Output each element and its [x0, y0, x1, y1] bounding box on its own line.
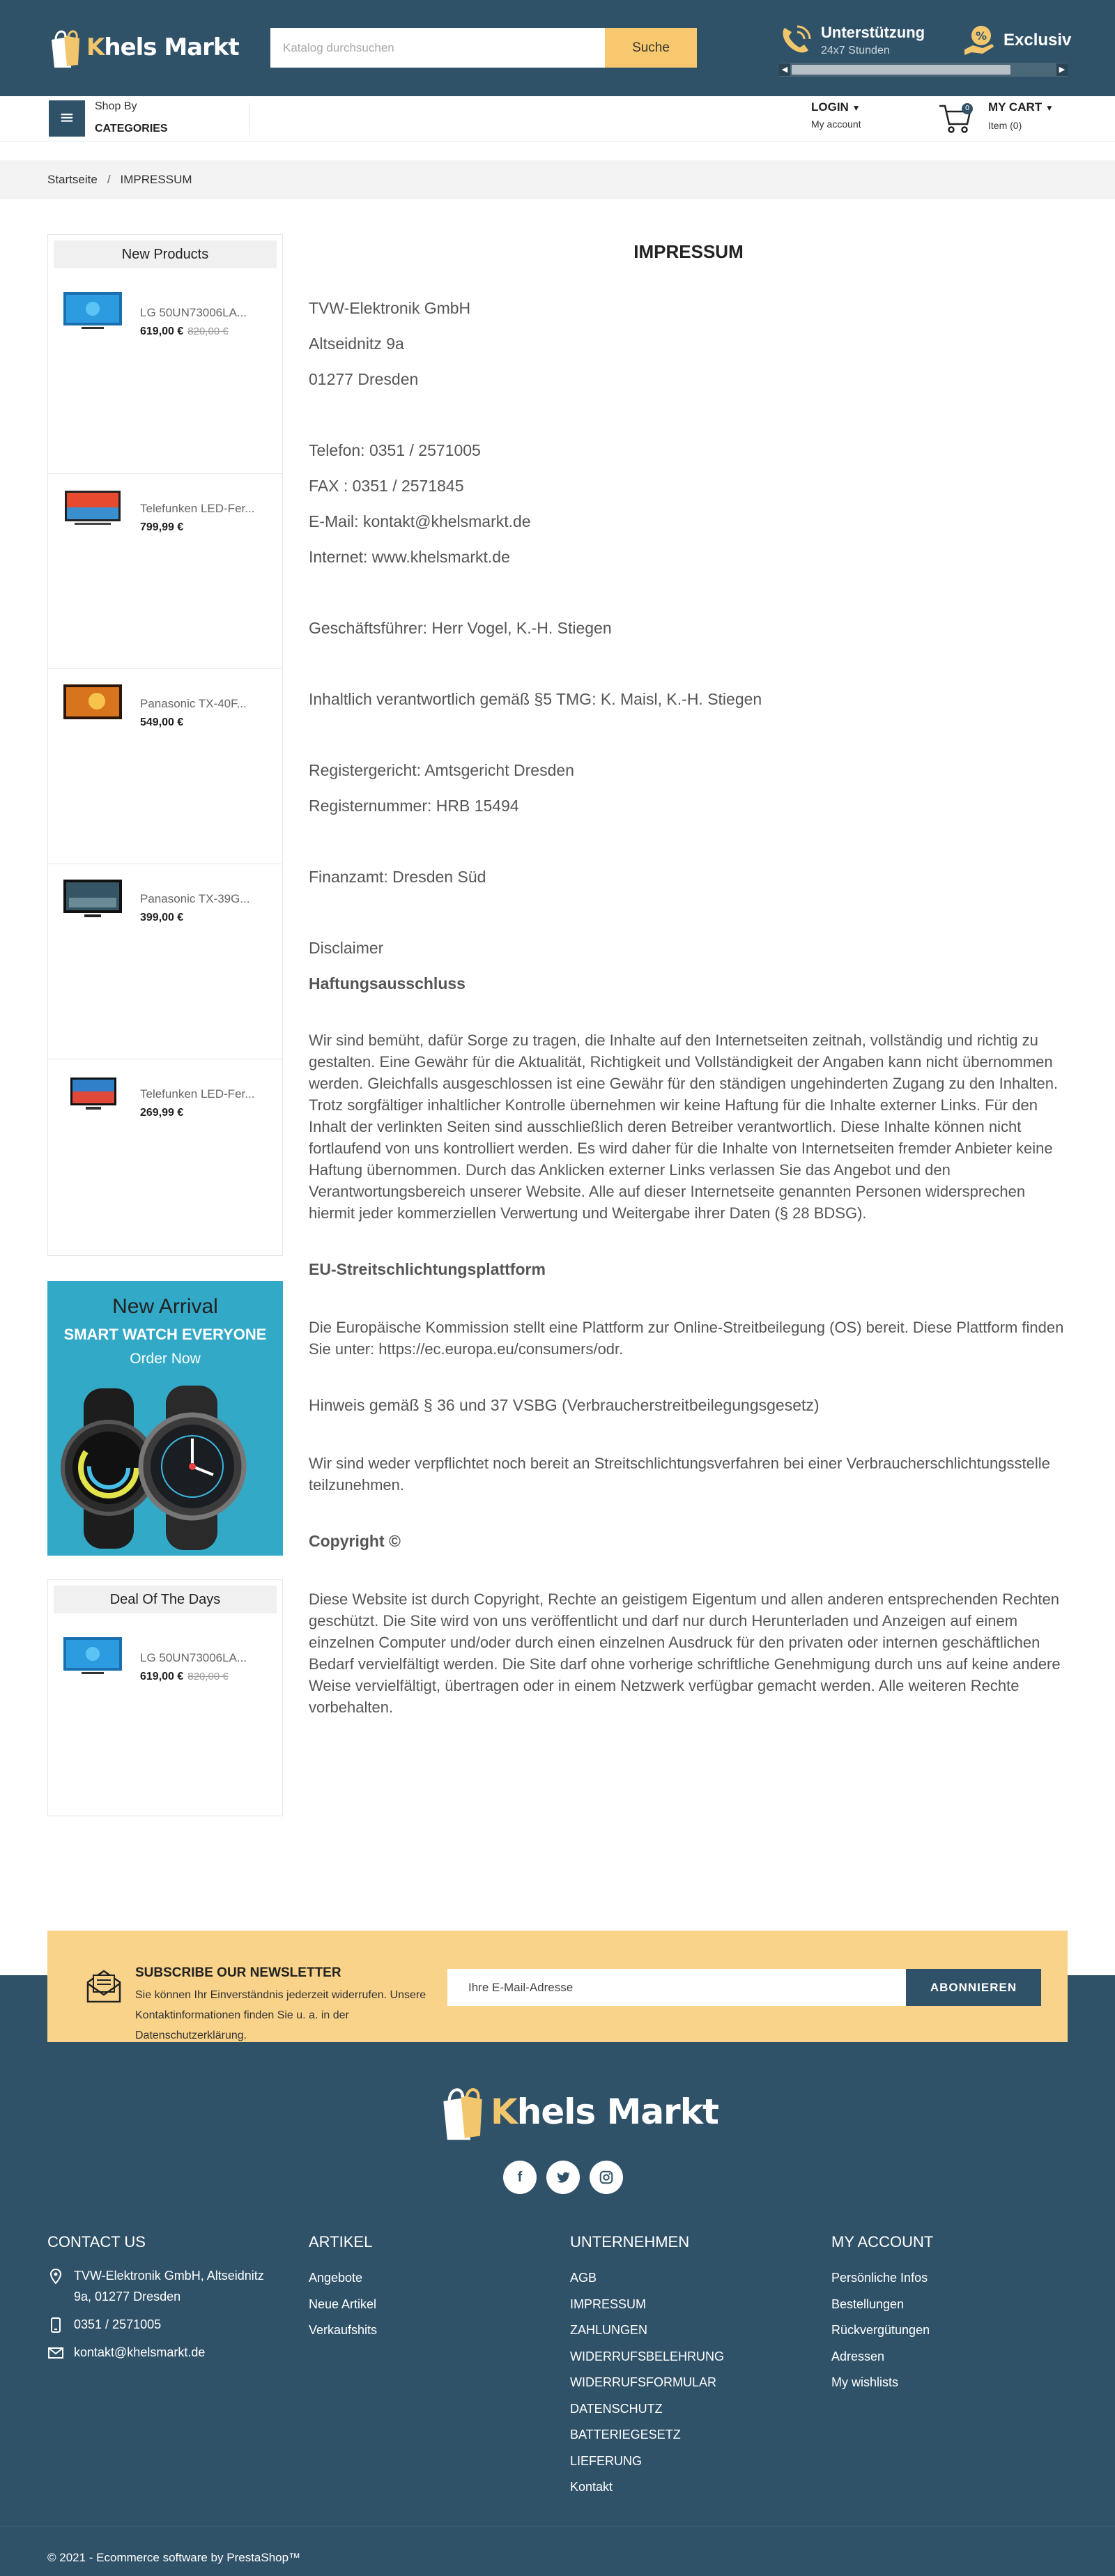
product-name[interactable]: Panasonic TX-40F...	[140, 697, 247, 710]
scroll-left-arrow-icon[interactable]: ◀	[779, 63, 790, 76]
product-image[interactable]	[61, 682, 125, 725]
my-account-label: My account	[811, 118, 861, 130]
phone-number: Telefon: 0351 / 2571005	[309, 441, 481, 459]
shopping-bag-logo-icon	[47, 24, 84, 70]
promo-scrollbar[interactable]	[779, 63, 1068, 77]
footer-link[interactable]: LIEFERUNG	[570, 2453, 643, 2468]
support-title: Unterstützung	[821, 24, 925, 41]
product-name[interactable]: LG 50UN73006LA...	[140, 1651, 247, 1664]
footer-link[interactable]: AGB	[570, 2271, 597, 2285]
ceo-info: Geschäftsführer: Herr Vogel, K.-H. Stiegen	[309, 619, 612, 637]
product-card[interactable]	[48, 668, 282, 864]
footer-divider	[0, 2526, 1115, 2527]
svg-text:%: %	[975, 29, 987, 43]
footer-logo[interactable]	[438, 2077, 718, 2147]
footer-unternehmen-column	[570, 2233, 724, 2501]
email-address: E-Mail: kontakt@khelsmarkt.de	[309, 512, 531, 530]
cart-dropdown[interactable]	[938, 99, 1077, 138]
search-button[interactable]: Suche	[605, 28, 697, 68]
envelope-icon	[47, 2345, 64, 2361]
fax-number: FAX : 0351 / 2571845	[309, 477, 464, 495]
footer-link[interactable]: Angebote	[309, 2271, 363, 2285]
cart-count-badge: 0	[962, 103, 973, 114]
shop-by-label: Shop By	[95, 100, 137, 112]
scroll-right-arrow-icon[interactable]: ▶	[1056, 63, 1068, 76]
logo-text: Khels Markt	[86, 33, 239, 61]
product-name[interactable]: LG 50UN73006LA...	[140, 306, 247, 319]
newsletter-title: SUBSCRIBE OUR NEWSLETTER	[135, 1965, 341, 1980]
newsletter-section	[47, 1931, 1068, 2042]
product-name[interactable]: Panasonic TX-39G...	[140, 892, 250, 905]
footer-link[interactable]: Kontakt	[570, 2480, 613, 2494]
caret-down-icon: ▼	[1045, 103, 1054, 113]
website-address: Internet: www.khelsmarkt.de	[309, 548, 510, 566]
register-number: Registernummer: HRB 15494	[309, 797, 519, 815]
login-label: LOGIN	[811, 100, 849, 114]
caret-down-icon: ▼	[852, 103, 861, 113]
company-name: TVW-Elektronik GmbH	[309, 299, 471, 317]
phone-support-icon	[776, 21, 815, 60]
discount-hand-icon	[962, 23, 997, 58]
shopping-bag-logo-icon	[438, 2078, 488, 2145]
divider	[249, 103, 250, 134]
product-price: 269,99 €	[140, 1107, 184, 1119]
footer-account-title: MY ACCOUNT	[831, 2233, 934, 2251]
product-price: 549,00 €	[140, 716, 184, 728]
footer-contact-column	[47, 2233, 284, 2370]
footer-link[interactable]: WIDERRUFSBELEHRUNG	[570, 2349, 725, 2363]
smartwatch-image	[47, 1381, 283, 1556]
eu-platform-heading: EU-Streitschlichtungsplattform	[309, 1260, 546, 1278]
scrollbar-thumb[interactable]	[792, 65, 1010, 75]
product-old-price: 820,00 €	[187, 325, 229, 337]
breadcrumb-home-link[interactable]: Startseite	[47, 173, 98, 186]
product-image[interactable]	[61, 1636, 125, 1679]
site-header	[0, 0, 1115, 96]
breadcrumb-separator: /	[107, 173, 111, 186]
copyright-heading: Copyright ©	[309, 1532, 401, 1550]
product-image[interactable]	[61, 486, 125, 530]
nav-bar	[0, 96, 1115, 141]
footer-link[interactable]: Rückvergütungen	[831, 2323, 930, 2337]
footer-link[interactable]: IMPRESSUM	[570, 2297, 647, 2311]
smartwatch-banner[interactable]	[47, 1281, 283, 1556]
footer-link[interactable]: Verkaufshits	[309, 2323, 378, 2337]
my-cart-label: MY CART	[988, 100, 1043, 114]
product-price: 399,00 €	[140, 912, 184, 923]
product-card[interactable]	[48, 278, 282, 473]
footer-link[interactable]: BATTERIEGESETZ	[570, 2428, 681, 2441]
footer-unternehmen-title: UNTERNEHMEN	[570, 2233, 690, 2251]
footer-link[interactable]: Bestellungen	[831, 2297, 905, 2311]
footer-link[interactable]: My wishlists	[831, 2375, 899, 2389]
product-card[interactable]	[48, 473, 282, 668]
product-name[interactable]: Telefunken LED-Fer...	[140, 1087, 255, 1101]
deal-of-the-days-box	[47, 1579, 283, 1816]
footer-artikel-title: ARTIKEL	[309, 2233, 373, 2251]
newsletter-text: Sie können Ihr Einverständnis jederzeit widerrufen. Unsere Kontaktinformationen finden Sie u. a. in der Datenschutzerklärung.	[135, 1989, 426, 2041]
location-pin-icon	[47, 2268, 64, 2285]
footer-copyright: © 2021 - Ecommerce software by PrestaShop™	[47, 2551, 301, 2564]
subscribe-button[interactable]: ABONNIEREN	[906, 1969, 1041, 2006]
product-price: 619,00 € 820,00 €	[140, 325, 229, 337]
page-title: IMPRESSUM	[633, 241, 744, 262]
street-address: Altseidnitz 9a	[309, 335, 404, 353]
facebook-icon[interactable]: f	[503, 2161, 537, 2194]
vsbg-heading: Hinweis gemäß § 36 und 37 VSBG (Verbraucherstreitbeilegungsgesetz)	[309, 1396, 820, 1414]
site-logo[interactable]	[47, 21, 239, 74]
footer-link[interactable]: WIDERRUFSFORMULAR	[570, 2375, 716, 2389]
banner-title: New Arrival	[112, 1295, 218, 1318]
cart-items-label: Item (0)	[988, 120, 1022, 131]
product-image[interactable]	[61, 877, 125, 920]
product-card[interactable]	[48, 864, 282, 1059]
liability-text: Wir sind bemüht, dafür Sorge zu tragen, die Inhalte auf den Internetseiten zeitnah, vollständig und richtig zu gestalten. Eine Gewähr für die Aktualität, Richtigkeit und Vollständigkeit der Angaben kann nicht übernommen werden. Gleichfalls ausgeschlossen ist eine Gewähr für den ständigen ungehinderten Zugang zu den Inhalten. Trotz sorgfältiger inhaltlicher Kontrolle übernehmen wir keine Haftung für die Inhalte externer Links. Für den Inhalt der verlinkten Seiten sind ausschließlich deren Betreiber verantwortlich. Diese Inhalte können nicht fortlaufend von uns kontrolliert werden. Es wird daher für die Inhalte von Internetseiten fremder Anbieter keine Haftung übernommen. Durch das Anklicken externer Links verlassen Sie das Angebot und den Verantwortungsbereich unserer Website. Alle auf dieser Internetseite genannten Personen widersprechen hiermit jeder kommerziellen Verwertung und Weitergabe ihrer Daten (§ 28 BDSG).	[309, 1032, 1059, 1222]
footer-link[interactable]: Adressen	[831, 2349, 885, 2363]
product-card[interactable]	[48, 1623, 282, 1818]
support-promo[interactable]	[776, 20, 925, 61]
footer-contact-title: CONTACT US	[47, 2233, 146, 2251]
footer-artikel-column	[309, 2233, 377, 2344]
responsible-info: Inhaltlich verantwortlich gemäß §5 TMG: K. Maisl, K.-H. Stiegen	[309, 690, 762, 708]
liability-heading: Haftungsausschluss	[309, 974, 466, 992]
footer-link[interactable]: Persönliche Infos	[831, 2271, 928, 2285]
login-dropdown[interactable]	[811, 100, 861, 130]
categories-menu[interactable]	[95, 100, 168, 135]
footer-link[interactable]: Neue Artikel	[309, 2297, 377, 2311]
exclusive-label: Exclusiv	[1004, 31, 1072, 49]
exclusive-promo[interactable]	[962, 22, 1071, 59]
newsletter-email-input[interactable]	[447, 1969, 906, 2006]
deal-title: Deal Of The Days	[54, 1586, 277, 1613]
new-products-box	[47, 234, 283, 1256]
twitter-icon[interactable]	[546, 2161, 580, 2194]
footer-account-column	[831, 2233, 933, 2396]
product-name[interactable]: Telefunken LED-Fer...	[140, 502, 255, 515]
banner-cta[interactable]: Order Now	[130, 1351, 201, 1367]
categories-label: CATEGORIES	[95, 123, 168, 135]
banner-subtitle: SMART WATCH EVERYONE	[63, 1326, 267, 1343]
footer-link[interactable]: DATENSCHUTZ	[570, 2401, 663, 2416]
new-products-title: New Products	[54, 240, 277, 268]
register-court: Registergericht: Amtsgericht Dresden	[309, 761, 574, 779]
breadcrumb-current: IMPRESSUM	[120, 173, 192, 186]
footer-logo-text: Khels Markt	[491, 2092, 718, 2132]
product-image[interactable]	[61, 291, 125, 334]
breadcrumb	[0, 160, 1115, 199]
menu-hamburger-icon[interactable]: ≡	[49, 100, 85, 137]
product-card[interactable]	[48, 1059, 282, 1254]
city-address: 01277 Dresden	[309, 370, 419, 388]
search-bar	[270, 28, 697, 68]
product-old-price: 820,00 €	[187, 1671, 229, 1682]
newsletter-envelope-icon	[84, 1965, 124, 2006]
tax-office: Finanzamt: Dresden Süd	[309, 868, 486, 886]
vsbg-text: Wir sind weder verpflichtet noch bereit an Streitschlichtungsverfahren bei einer Verbraucherschlichtungsstelle teilzunehmen.	[309, 1455, 1050, 1494]
product-price: 619,00 € 820,00 €	[140, 1671, 229, 1682]
impressum-content	[309, 223, 1068, 1718]
footer-address: TVW-Elektronik GmbH, Altseidnitz 9a, 01277 Dresden	[47, 2265, 284, 2307]
footer-email[interactable]: kontakt@khelsmarkt.de	[47, 2342, 284, 2363]
copyright-text: Diese Website ist durch Copyright, Rechte an geistigem Eigentum und allen anderen entsprechenden Rechten geschützt. Die Site wird von uns veröffentlicht und darf nur durch Herunterladen und Anzeigen auf einem einzelnen Computer und/oder durch einen einzelnen Ausdruck für den privaten oder internen geschäftlichen Bedarf vervielfältigt werden. Die Site darf ohne vorherige schriftliche Genehmigung durch uns auf keine andere Weise vervielfältigt, übertragen oder in einem Netzwerk verfügbar gemacht werden. Alle weiteren Rechte vorbehalten.	[309, 1590, 1061, 1716]
product-image[interactable]	[61, 1072, 125, 1115]
search-input[interactable]	[270, 28, 605, 68]
mobile-phone-icon	[47, 2317, 64, 2333]
support-subtitle: 24x7 Stunden	[821, 45, 890, 56]
disclaimer-heading: Disclaimer	[309, 939, 384, 957]
footer-phone[interactable]: 0351 / 2571005	[47, 2314, 284, 2335]
instagram-icon[interactable]	[590, 2161, 623, 2194]
product-price: 799,99 €	[140, 521, 184, 533]
footer-link[interactable]: ZAHLUNGEN	[570, 2323, 648, 2337]
eu-platform-text: Die Europäische Kommission stellt eine Plattform zur Online-Streitbeilegung (OS) bereit. Diese Plattform finden Sie unter: https://ec.europa.eu/consumers/odr.	[309, 1319, 1064, 1358]
